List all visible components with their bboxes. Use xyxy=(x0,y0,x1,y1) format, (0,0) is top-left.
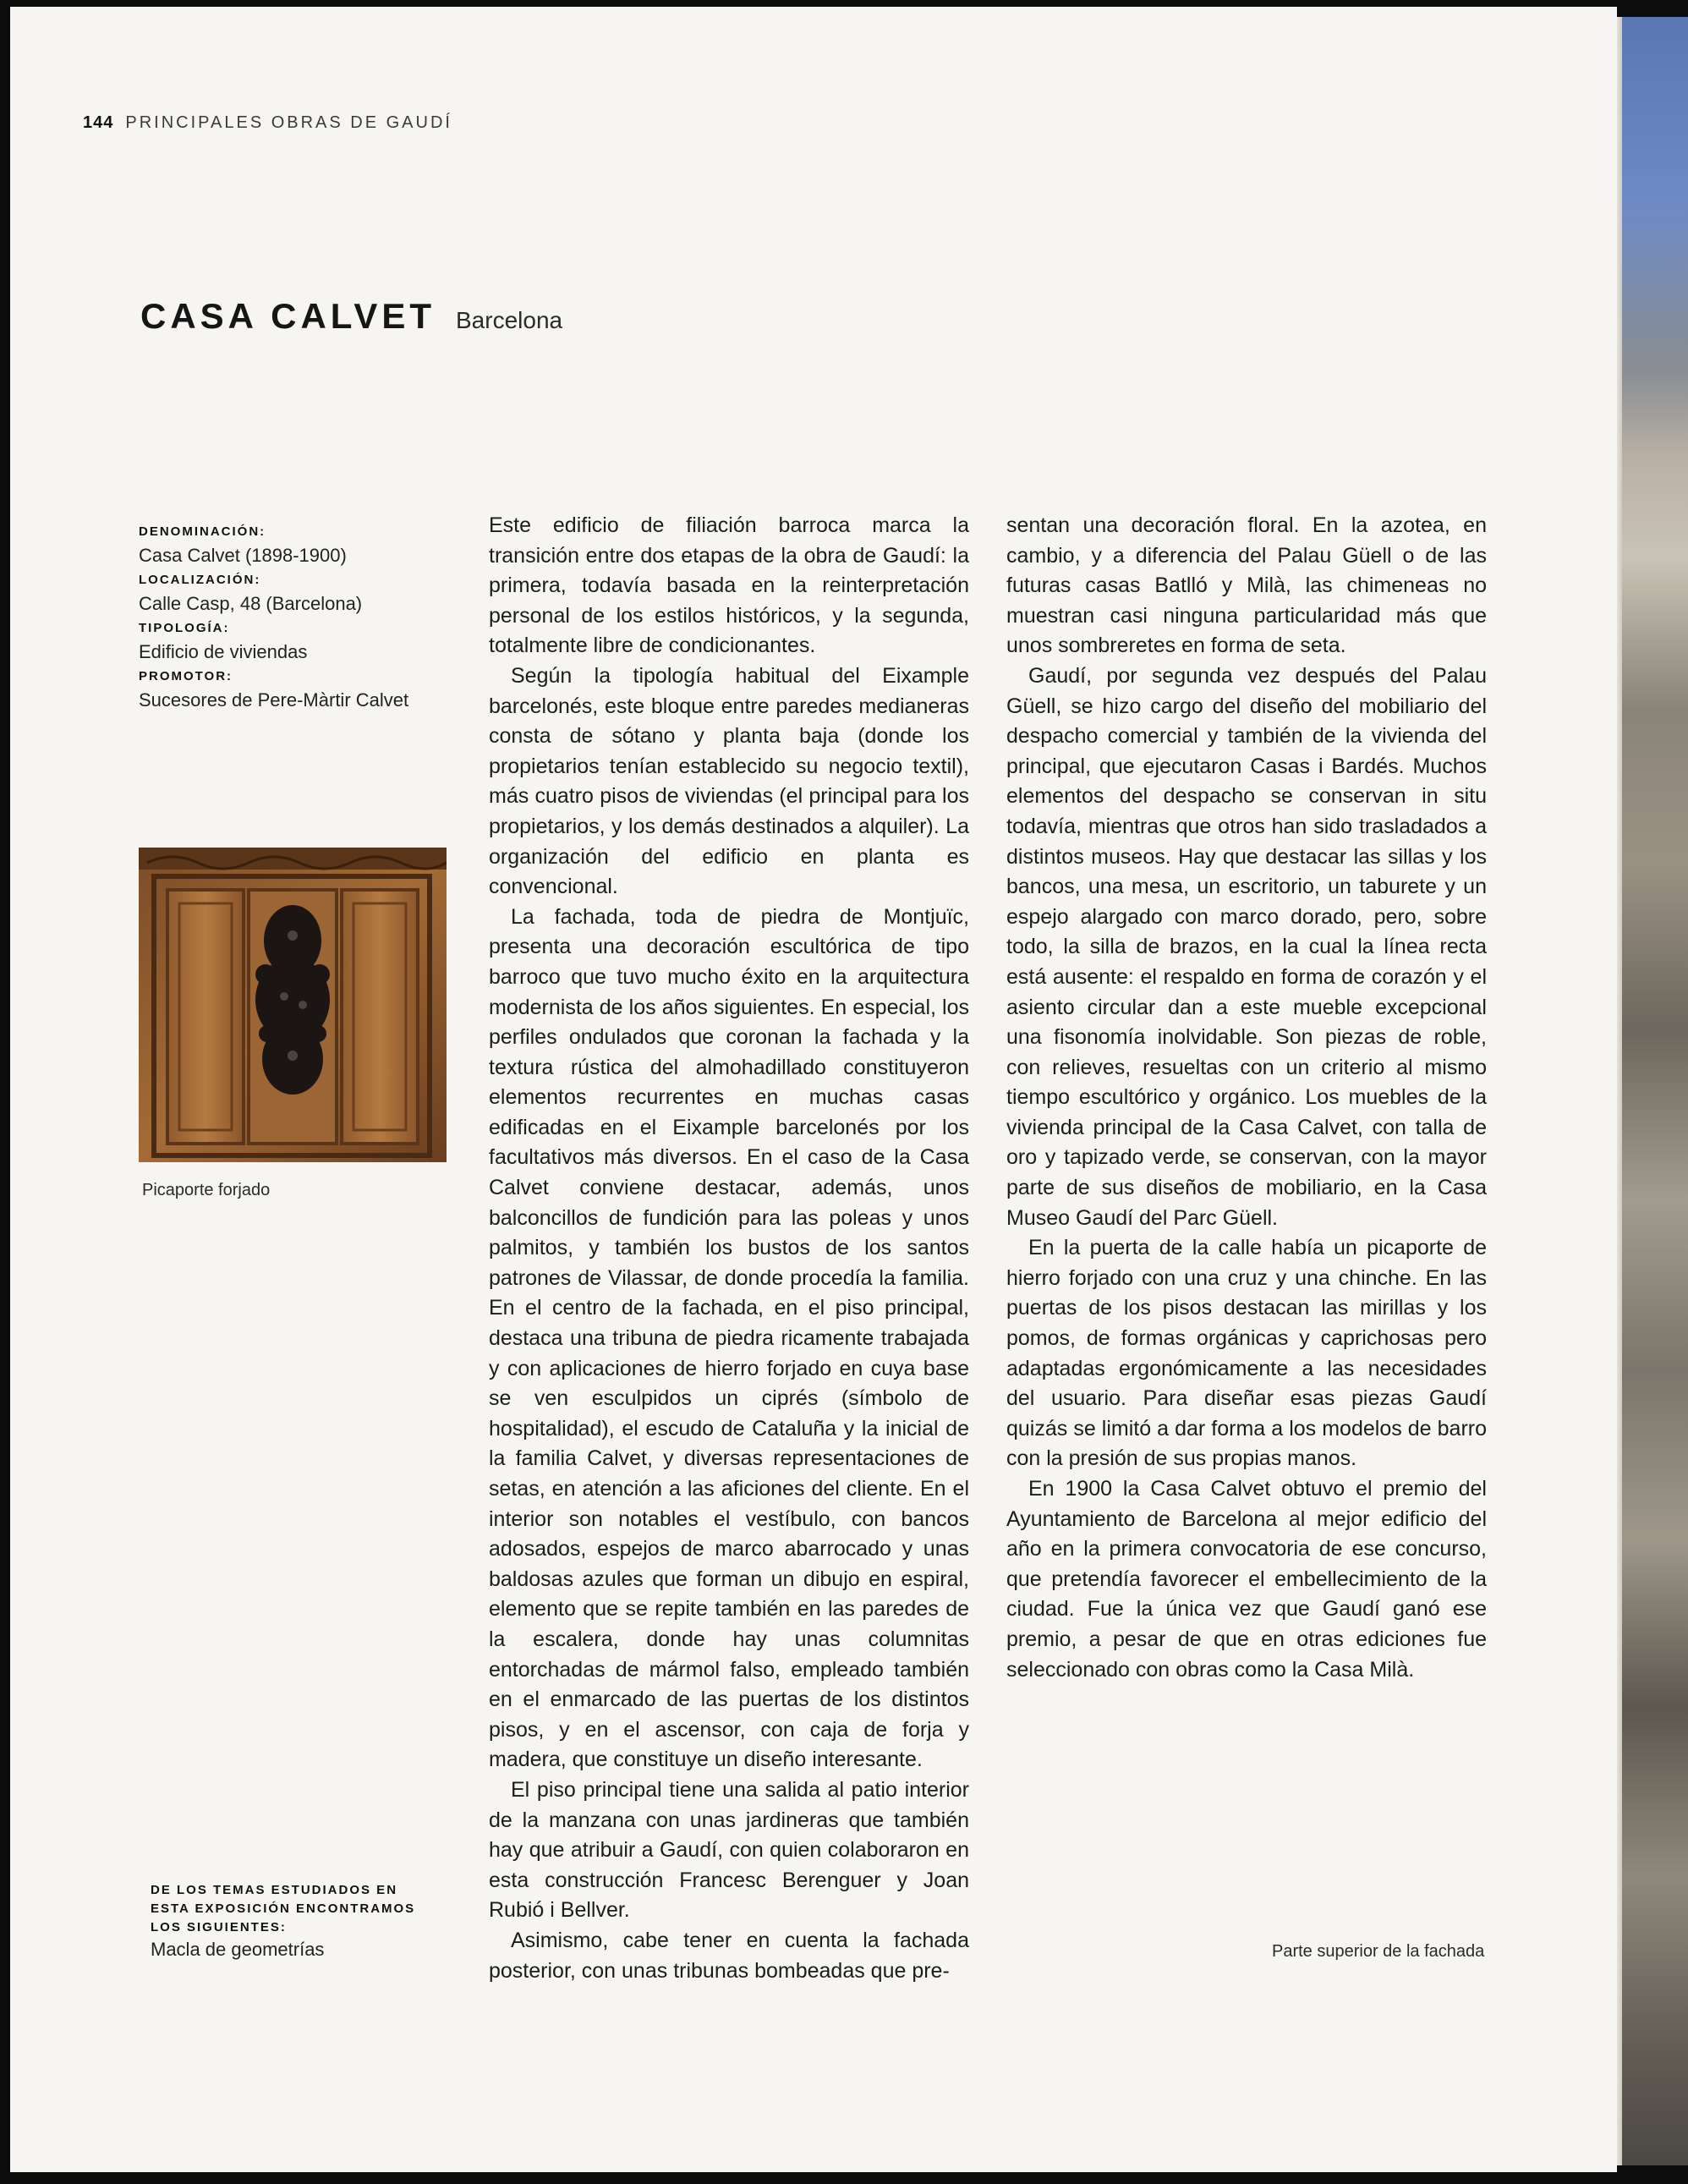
paragraph: En 1900 la Casa Calvet obtuvo el premio del Ayuntamiento de Barcelona al mejor edificio del año en la primera convocatoria de ese concurso, que pretendía favorecer el embellecimiento de la ciudad. Fue la única vez que Gaudí ganó ese premio, a pesar de que en otras ediciones fue seleccionado con obras como la Casa Milà. xyxy=(1006,1477,1487,1682)
facade-photo-edge xyxy=(1614,17,1688,2165)
paragraph: Según la tipología habitual del Eixample barcelonés, este bloque entre paredes medianeras consta de sótano y planta baja (donde los propietarios tenían establecido su negocio textil), más cuatro pisos de viviendas (el principal para los propietarios, y los demás destinados a alquiler). La organización del edificio en planta es convencional. xyxy=(489,663,969,899)
paragraph: sentan una decoración floral. En la azotea, en cambio, y a diferencia del Palau Güell o de las futuras casas Batlló y Milà, las chimeneas no muestran casi ninguna particularidad más que unos sombreretes en forma de seta. xyxy=(1006,513,1487,658)
paragraph: En la puerta de la calle había un picaporte de hierro forjado con una cruz y una chinche. En las puertas de los pisos destacan las mirillas y los pomos, de formas orgánicas y caprichosas pero adaptadas ergonómicamente a las necesidades del usuario. Para diseñar esas piezas Gaudí quizás se limitó a dar forma a los modelos de barro con la presión de sus propias manos. xyxy=(1006,1236,1487,1471)
heading xyxy=(140,296,562,337)
topics-value: Macla de geometrías xyxy=(151,1939,325,1960)
meta-value-denominacion: Casa Calvet (1898-1900) xyxy=(139,545,347,566)
building-metadata xyxy=(139,523,460,716)
body-column-1 xyxy=(489,511,969,1986)
section-title: PRINCIPALES OBRAS DE GAUDÍ xyxy=(125,113,452,132)
page-number: 144 xyxy=(83,113,114,132)
paragraph: El piso principal tiene una salida al patio interior de la manzana con unas jardineras que también hay que atribuir a Gaudí, con quien colaboraron en esta construcción Francesc Berenguer y Joan Rubió i Bellver. xyxy=(489,1777,969,1923)
topics-label-line-3: LOS SIGUIENTES: xyxy=(151,1920,287,1934)
meta-value-localizacion: Calle Casp, 48 (Barcelona) xyxy=(139,593,363,614)
meta-label-denominacion: DENOMINACIÓN: xyxy=(139,524,266,539)
running-header xyxy=(83,113,452,133)
paragraph: Asimismo, cabe tener en cuenta la fachada posterior, con unas tribunas bombeadas que pre- xyxy=(489,1928,969,1983)
paragraph: La fachada, toda de piedra de Montjuïc, presenta una decoración escultórica de tipo barroco que tuvo mucho éxito en la arquitectura modernista de los años siguientes. En especial, los perfiles ondulados que coronan la fachada y la textura rústica del almohadillado constituyeron elementos recurrentes en muchas casas edificadas en el Eixample barcelonés por los facultativos más diversos. En el caso de la Casa Calvet conviene destacar, además, unos balconcillos de fundición para las poleas y unos palmitos, y también los bustos de los santos patrones de Vilassar, de donde procedía la familia. En el centro de la fachada, en el piso principal, destaca una tribuna de piedra ricamente trabajada y con aplicaciones de hierro forjado en cuya base se ven esculpidos un ciprés (símbolo de hospitalidad), el escudo de Cataluña y la inicial de la familia Calvet, y diversas representaciones de setas, en atención a las aficiones del cliente. En el interior son notables el vestíbulo, con bancos adosados, espejos de marco abarrocado y unas baldosas azules que forman un dibujo en espiral, elemento que se repite también en las paredes de la escalera, donde hay unas columnitas entorchadas de mármol falso, empleado también en el enmarcado de las puertas de los distintos pisos, y en el ascensor, con caja de forja y madera, que constituye un diseño interesante. xyxy=(489,904,969,1772)
door-caption: Picaporte forjado xyxy=(142,1181,271,1199)
meta-label-tipologia: TIPOLOGÍA: xyxy=(139,621,230,635)
meta-value-tipologia: Edificio de viviendas xyxy=(139,641,308,662)
meta-value-promotor: Sucesores de Pere-Màrtir Calvet xyxy=(139,689,409,711)
location-subtitle: Barcelona xyxy=(456,307,563,333)
page-title: CASA CALVET xyxy=(140,296,436,336)
door-illustration xyxy=(139,848,447,1162)
door-knocker-photo xyxy=(139,848,447,1162)
facade-caption: Parte superior de la fachada xyxy=(1272,1942,1485,1961)
topics-block xyxy=(151,1881,472,1962)
body-column-2 xyxy=(1006,511,1487,1685)
paragraph: Este edificio de filiación barroca marca la transición entre dos etapas de la obra de Gaudí: la primera, todavía basada en la reinterpretación personal de los estilos históricos, y la segunda, totalmente libre de condicionantes. xyxy=(489,513,969,658)
meta-label-localizacion: LOCALIZACIÓN: xyxy=(139,573,261,587)
topics-label-line-2: ESTA EXPOSICIÓN ENCONTRAMOS xyxy=(151,1901,416,1916)
meta-label-promotor: PROMOTOR: xyxy=(139,669,233,683)
paragraph: Gaudí, por segunda vez después del Palau Güell, se hizo cargo del diseño del mobiliario del despacho comercial y también de la vivienda del principal, que ejecutaron Casas i Bardés. Muchos elementos del despacho se conservan in situ todavía, mientras que otros han sido trasladados a distintos museos. Hay que destacar las sillas y los bancos, una mesa, un escritorio, un taburete y un espejo alargado con marco dorado, pero, sobre todo, la silla de brazos, en la cual la línea recta está ausente: el respaldo en forma de corazón y el asiento circular dan a este mueble excepcional una fisonomía inolvidable. Son piezas de roble, con relieves, resueltas con un criterio al mismo tiempo escultórico y orgánico. Los muebles de la vivienda principal de la Casa Calvet, con talla de oro y tapizado verde, se conservan, con la mayor parte de sus diseños de mobiliario, en la Casa Museo Gaudí del Parc Güell. xyxy=(1006,663,1487,1230)
topics-label-line-1: DE LOS TEMAS ESTUDIADOS EN xyxy=(151,1883,398,1897)
